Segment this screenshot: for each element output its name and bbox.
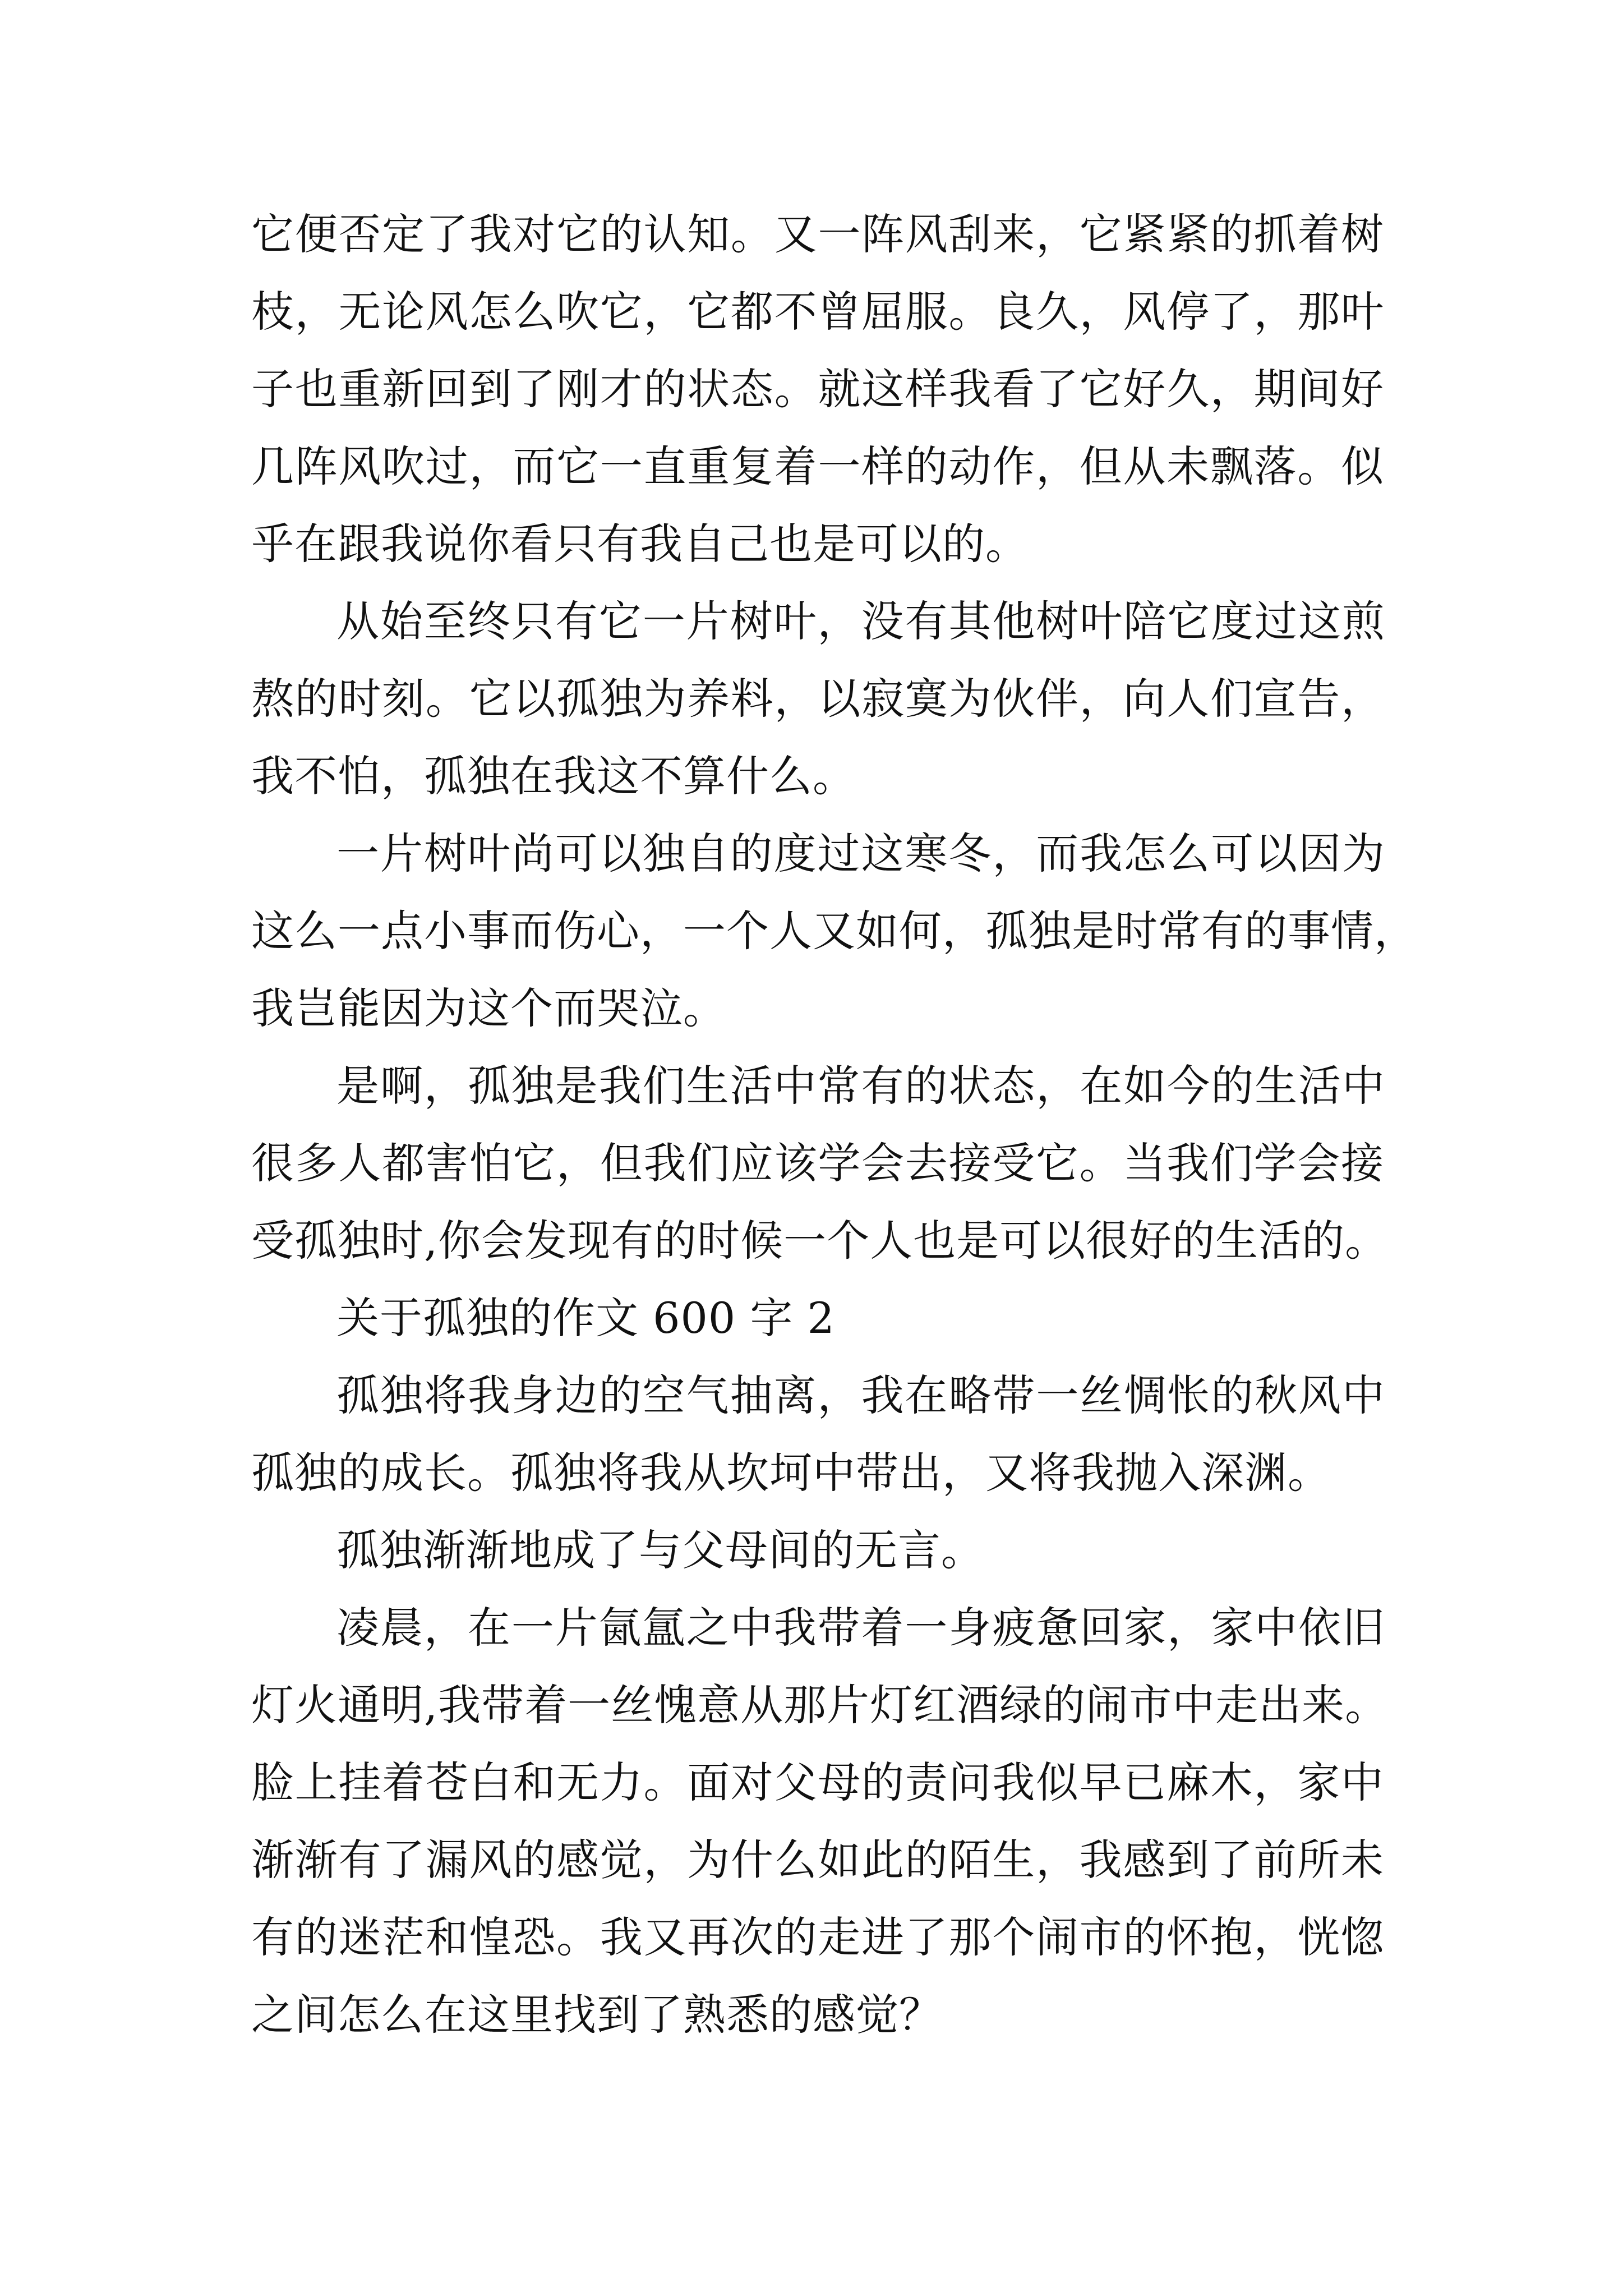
text-line: 孤独的成长。孤独将我从坎坷中带出，又将我抛入深渊。	[251, 1448, 1331, 1498]
text-line: 熬的时刻。它以孤独为养料，以寂寞为伙伴，向人们宣告，	[251, 674, 1384, 724]
paragraph-first-line: 孤独将我身边的空气抽离，我在略带一丝惆怅的秋风中	[336, 1370, 1385, 1420]
paragraph-first-line: 是啊，孤独是我们生活中常有的状态，在如今的生活中	[336, 1061, 1385, 1111]
paragraph-first-line: 孤独渐渐地成了与父母间的无言。	[336, 1525, 984, 1575]
text-line: 这么一点小事而伤心，一个人又如何，孤独是时常有的事情，	[251, 906, 1417, 956]
text-line: 它便否定了我对它的认知。又一阵风刮来，它紧紧的抓着树	[251, 209, 1384, 259]
text-line: 我岂能因为这个而哭泣。	[251, 983, 726, 1033]
text-line: 很多人都害怕它，但我们应该学会去接受它。当我们学会接	[251, 1138, 1384, 1188]
text-line: 子也重新回到了刚才的状态。就这样我看了它好久，期间好	[251, 364, 1384, 414]
text-line: 几阵风吹过，而它一直重复着一样的动作，但从未飘落。似	[251, 441, 1384, 491]
text-line: 脸上挂着苍白和无力。面对父母的责问我似早已麻木，家中	[251, 1757, 1384, 1807]
paragraph-first-line: 一片树叶尚可以独自的度过这寒冬，而我怎么可以因为	[336, 829, 1385, 878]
section-heading: 关于孤独的作文 600 字 2	[336, 1293, 835, 1343]
text-line: 之间怎么在这里找到了熟悉的感觉？	[251, 1990, 942, 2040]
text-line: 枝，无论风怎么吹它，它都不曾屈服。良久，风停了，那叶	[251, 287, 1384, 337]
text-line: 渐渐有了漏风的感觉，为什么如此的陌生，我感到了前所未	[251, 1835, 1384, 1885]
paragraph-first-line: 凌晨，在一片氤氲之中我带着一身疲惫回家，家中依旧	[336, 1603, 1385, 1653]
text-line: 我不怕，孤独在我这不算什么。	[251, 751, 856, 801]
text-line: 受孤独时,你会发现有的时候一个人也是可以很好的生活的。	[251, 1216, 1389, 1266]
text-line: 有的迷茫和惶恐。我又再次的走进了那个闹市的怀抱，恍惚	[251, 1912, 1384, 1962]
paragraph-first-line: 从始至终只有它一片树叶，没有其他树叶陪它度过这煎	[336, 596, 1385, 646]
text-line: 乎在跟我说你看只有我自己也是可以的。	[251, 519, 1029, 569]
text-line: 灯火通明,我带着一丝愧意从那片灯红酒绿的闹市中走出来。	[251, 1680, 1389, 1730]
